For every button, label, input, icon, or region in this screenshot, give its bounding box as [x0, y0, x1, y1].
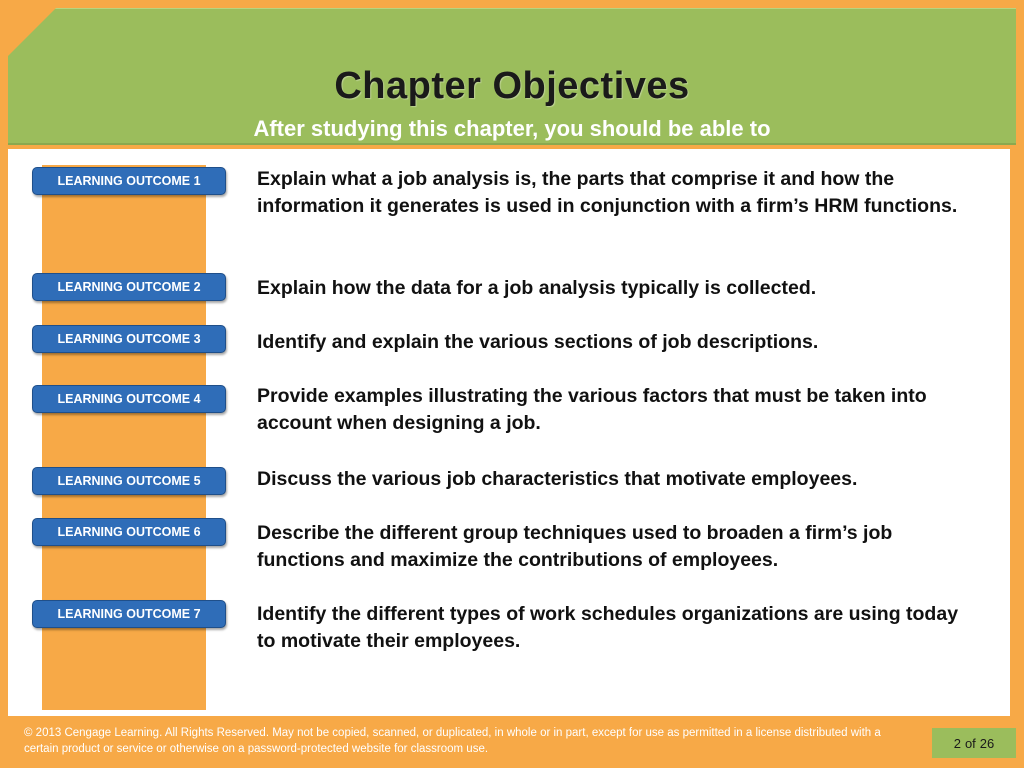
- objective-text-4: Provide examples illustrating the various factors that must be taken into account when designing a job.: [257, 385, 927, 434]
- learning-outcome-badge-1: LEARNING OUTCOME 1: [32, 167, 226, 195]
- header-corner-fold: [8, 8, 56, 56]
- objective-text-7: Identify the different types of work schedules organizations are using today to motivate their employees.: [257, 603, 959, 652]
- page-indicator: [932, 728, 1016, 758]
- copyright-notice: © 2013 Cengage Learning. All Rights Reserved. May not be copied, scanned, or duplicated, in whole or in part, except for use as permitted in a license distributed with a certain product or service or otherwise on a password-protected website for classroom use.: [24, 727, 881, 755]
- learning-outcome-badge-4: LEARNING OUTCOME 4: [32, 385, 226, 413]
- slide-title: Chapter Objectives: [334, 65, 690, 107]
- slide-subtitle: After studying this chapter, you should be able to: [253, 116, 771, 141]
- learning-outcome-badge-6: LEARNING OUTCOME 6: [32, 518, 226, 546]
- page-of-label: of: [964, 735, 976, 751]
- learning-outcome-badge-5: LEARNING OUTCOME 5: [32, 467, 226, 495]
- objective-text-5: Discuss the various job characteristics that motivate employees.: [257, 468, 858, 490]
- page-total: 26: [979, 735, 995, 751]
- objective-text-1: Explain what a job analysis is, the parts that comprise it and how the information it generates is used in conjunction with a firm’s HRM functions.: [257, 168, 958, 217]
- objective-text-6: Describe the different group techniques used to broaden a firm’s job functions and maximize the contributions of employees.: [257, 522, 893, 571]
- header-banner: [8, 8, 1016, 145]
- learning-outcome-badge-2: LEARNING OUTCOME 2: [32, 273, 226, 301]
- objective-text-2: Explain how the data for a job analysis typically is collected.: [257, 277, 817, 299]
- outcome-strip: [42, 165, 206, 710]
- objective-text-3: Identify and explain the various sections of job descriptions.: [257, 331, 819, 353]
- learning-outcome-badge-3: LEARNING OUTCOME 3: [32, 325, 226, 353]
- page-current: 2: [953, 735, 961, 751]
- learning-outcome-badge-7: LEARNING OUTCOME 7: [32, 600, 226, 628]
